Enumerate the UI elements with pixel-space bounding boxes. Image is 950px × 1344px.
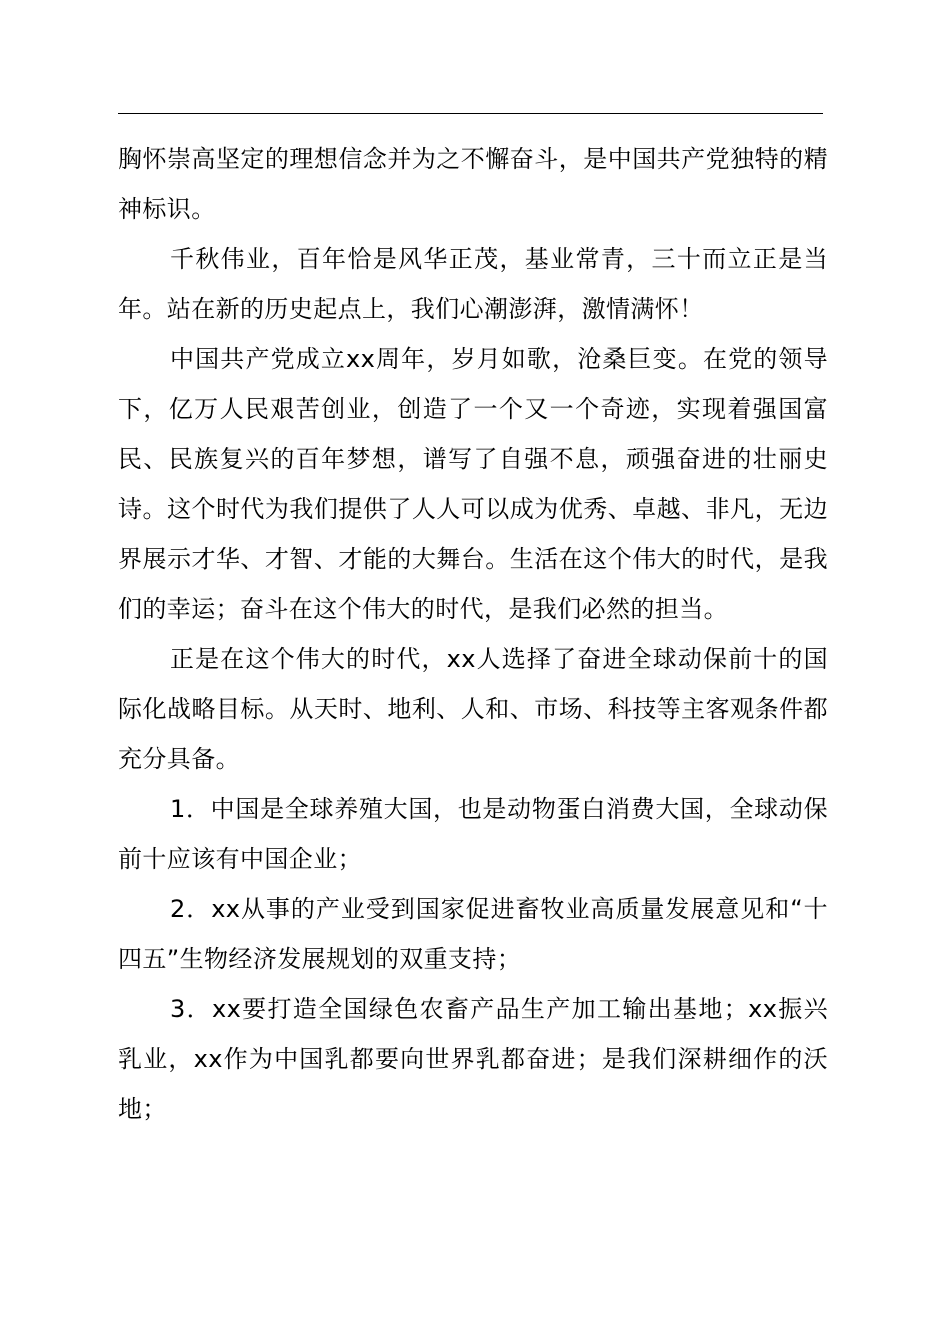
- list-item-3: 3．xx要打造全国绿色农畜产品生产加工输出基地；xx振兴乳业，xx作为中国乳都要向世界乳都奋进；是我们深耕细作的沃地；: [118, 995, 828, 1123]
- paragraph-4: 正是在这个伟大的时代，xx人选择了奋进全球动保前十的国际化战略目标。从天时、地利、人和、市场、科技等主客观条件都充分具备。: [118, 645, 828, 773]
- document-body: [118, 134, 828, 1134]
- list-item-1: 1．中国是全球养殖大国，也是动物蛋白消费大国，全球动保前十应该有中国企业；: [118, 795, 828, 873]
- list-item-2: 2．xx从事的产业受到国家促进畜牧业高质量发展意见和“十四五”生物经济发展规划的双重支持；: [118, 895, 828, 973]
- paragraph-2: 千秋伟业，百年恰是风华正茂，基业常青，三十而立正是当年。站在新的历史起点上，我们心潮澎湃，激情满怀！: [118, 245, 828, 323]
- paragraph-3: 中国共产党成立xx周年，岁月如歌，沧桑巨变。在党的领导下，亿万人民艰苦创业，创造了一个又一个奇迹，实现着强国富民、民族复兴的百年梦想，谱写了自强不息，顽强奋进的壮丽史诗。这个时代为我们提供了人人可以成为优秀、卓越、非凡，无边界展示才华、才智、才能的大舞台。生活在这个伟大的时代，是我们的幸运；奋斗在这个伟大的时代，是我们必然的担当。: [118, 345, 828, 623]
- paragraph-1: 胸怀崇高坚定的理想信念并为之不懈奋斗，是中国共产党独特的精神标识。: [118, 145, 828, 223]
- header-rule: [118, 113, 823, 114]
